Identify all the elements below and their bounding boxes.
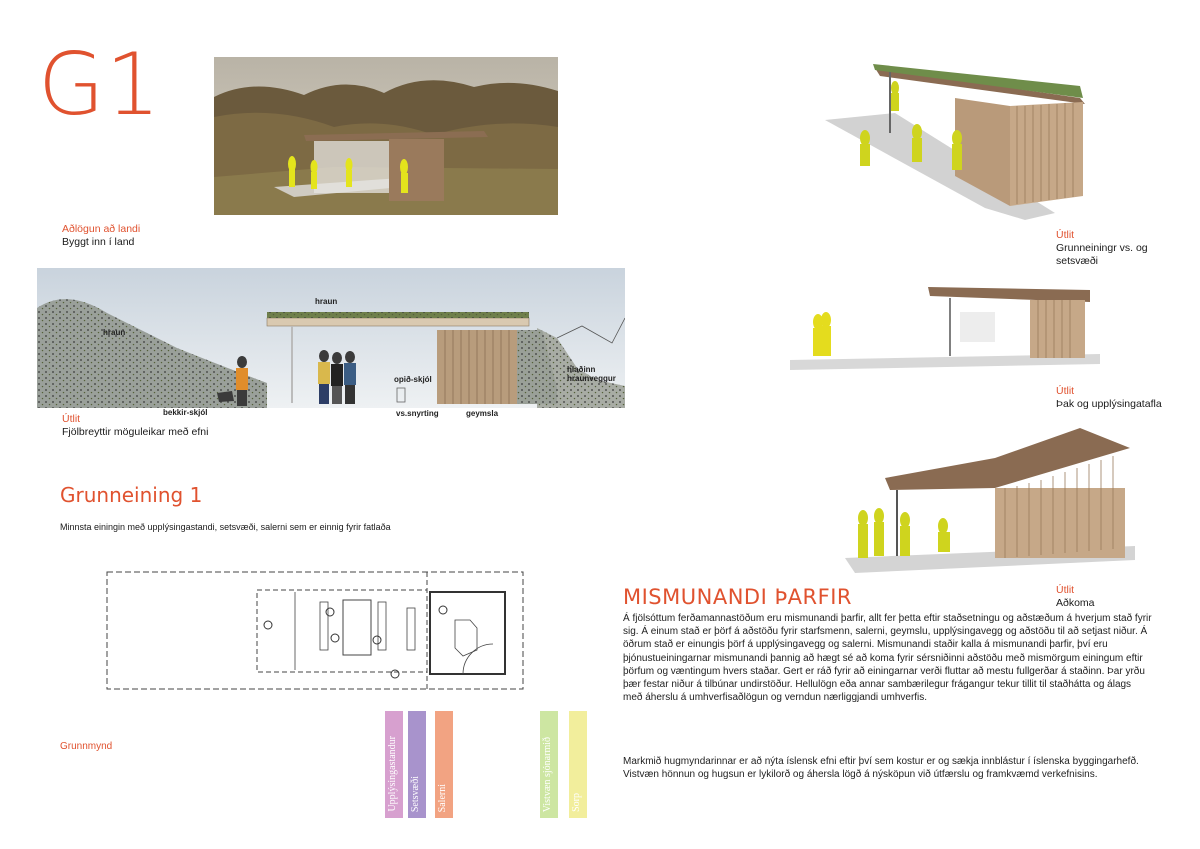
- elevation-drawing: [37, 268, 625, 408]
- elevation-caption-text: Fjölbreyttir möguleikar með efni: [62, 426, 209, 438]
- label-hraun-top: hraun: [315, 297, 338, 306]
- mismunandi-paragraph-1: Á fjölsóttum ferðamannastöðum eru mismunandi þarfir, allt fer þetta eftir staðsetningu og aðstæðum á hverjum stað fyrir sig. Á einum stað er þörf á aðstöðu fyrir starfsmenn, salerni, geymslu, upplýsingavegg og aðstöðu til að setjast niður. Á öðrum stað er einungis þörf á upplýsingavegg og salerni. Mismunandi staðir kalla á mismunandi þarfir, því eru þjónustueiningarnar mismunandi þannig að hægt sé að koma fyrir sérsniðinni aðstöðu með mismörgum einingum eftir þörfum og væntingum hvers staðar. Gert er ráð fyrir að einingarnar verði fluttar að mestu fullgerðar á staðinn. Þar yrðu þær festar niður á tilbúnar undirstöður. Hellulögn eða annar sambærilegur frágangur tekur tillit til staðhátta og álags með áherslu á umhverfisaðlögun og verndun nærliggjandi umhverfis.: [623, 613, 1152, 704]
- top-photo-caption-text: Byggt inn í land: [62, 236, 135, 248]
- label-geymsla: geymsla: [466, 409, 499, 418]
- grunneining-title: Grunneining 1: [60, 483, 203, 507]
- label-hladinn: hlaðinn: [567, 365, 596, 374]
- plan-label: Grunnmynd: [60, 741, 113, 752]
- render-1-caption-title: Útlit: [1056, 229, 1075, 241]
- label-hraunveggur: hraunveggur: [567, 374, 616, 383]
- legend-upplysingastandur: Upplýsingastandur: [385, 711, 403, 818]
- grunneining-description: Minnsta einingin með upplýsingastandi, setsvæði, salerni sem er einnig fyrir fatlaða: [60, 522, 391, 532]
- mismunandi-title: MISMUNANDI ÞARFIR: [623, 585, 852, 609]
- label-opid-skjol: opið-skjól: [394, 375, 432, 384]
- page-code-title: G1: [38, 35, 162, 135]
- legend-setsvaedi: Setsvæði: [408, 711, 426, 818]
- label-bekkir-skjol: bekkir-skjól: [163, 408, 208, 417]
- legend-salerni: Salerni: [435, 711, 453, 818]
- legend-sorp: Sorp: [569, 711, 587, 818]
- top-photo-caption-title: Aðlögun að landi: [62, 223, 141, 235]
- render-2-image: [790, 282, 1100, 372]
- label-vs-snyrting: vs.snyrting: [396, 409, 439, 418]
- landscape-photo: [214, 57, 558, 215]
- label-hraun-left: hraun: [103, 328, 126, 337]
- elevation-caption-title: Útlit: [62, 413, 81, 425]
- render-3-caption-text: Aðkoma: [1056, 597, 1095, 609]
- legend-vistvaen-sjonarmid: Vistvæn sjónarmið: [540, 711, 558, 818]
- mismunandi-paragraph-2: Markmið hugmyndarinnar er að nýta íslensk efni eftir því sem kostur er og sækja innblástur í íslenska byggingarhefð. Vistvæn hönnun og hugsun er lykilorð og áhersla lögð á nýsköpun við útfærslu og framkvæmd verkefnisins.: [623, 756, 1139, 781]
- render-3-image: [845, 428, 1135, 573]
- render-2-caption-title: Útlit: [1056, 385, 1075, 397]
- render-1-caption-text: Grunneiningr vs. og setsvæði: [1056, 242, 1148, 267]
- render-3-caption-title: Útlit: [1056, 584, 1075, 596]
- render-1-image: [825, 58, 1110, 220]
- floor-plan: [105, 570, 525, 695]
- render-2-caption-text: Þak og upplýsingatafla: [1056, 398, 1162, 410]
